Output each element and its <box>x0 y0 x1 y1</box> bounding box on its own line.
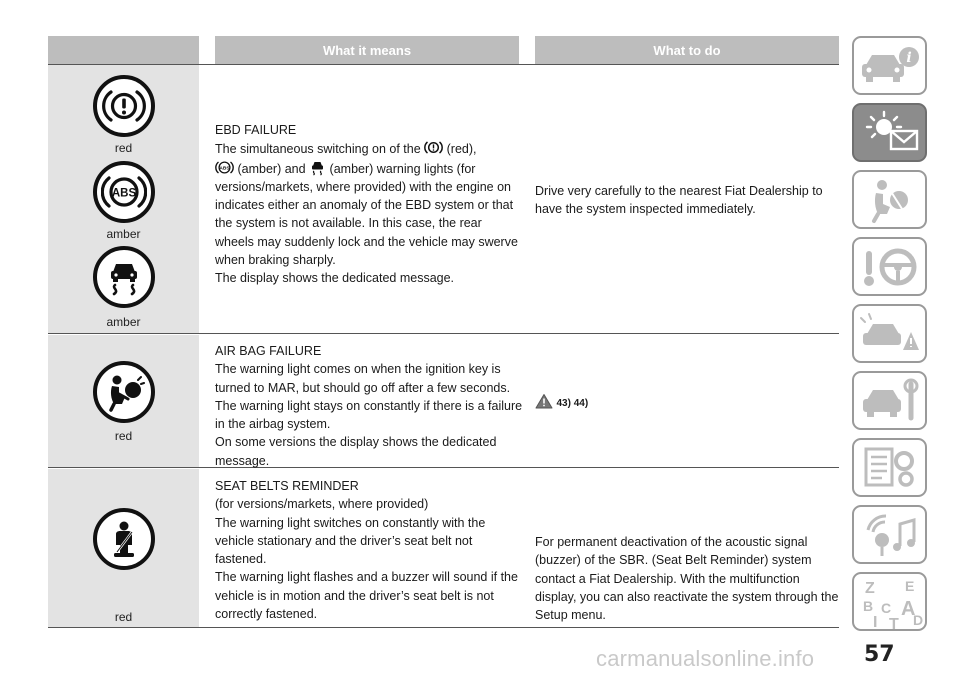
icon-cell <box>48 335 199 467</box>
safety-icon <box>860 176 920 224</box>
svg-text:ABS: ABS <box>219 165 230 171</box>
text-line: For permanent deactivation of the acoustic signal <box>535 535 808 549</box>
text-line: turned to MAR, but should go off after a few seconds. <box>215 380 511 395</box>
abs-icon <box>93 161 155 223</box>
tab-technical-data[interactable] <box>852 438 927 497</box>
text-line: Drive very carefully to the nearest Fiat Dealership to <box>535 184 823 198</box>
index-letter: A <box>900 597 915 620</box>
index-letter: B <box>862 597 873 614</box>
text-line: fastened. <box>215 552 267 567</box>
index-letter: E <box>904 577 914 594</box>
maintenance-icon <box>859 378 921 424</box>
multimedia-icon <box>860 512 920 558</box>
what-to-do-text <box>535 393 839 413</box>
airbag-icon <box>93 361 155 423</box>
index-icon <box>857 575 923 629</box>
text-line: correctly fastened. <box>215 607 318 622</box>
index-letter: D <box>912 611 923 628</box>
icon-cell <box>48 65 199 333</box>
text-line: vehicle stationary and the driver’s seat belt not <box>215 533 473 548</box>
car-info-icon <box>858 43 922 89</box>
lamp-color-label: red <box>114 141 133 155</box>
text-line: indicates either an anomaly of the EBD system or that <box>215 198 514 213</box>
svg-text:ABS: ABS <box>111 187 137 200</box>
table-row-airbag-failure <box>48 335 839 468</box>
text-line: The warning light switches on constantly with the <box>215 515 486 530</box>
text-fragment: (amber) and <box>237 161 306 176</box>
text-line: message. <box>215 453 270 468</box>
watermark: carmanualsonline.info <box>596 646 815 671</box>
what-it-means-text <box>215 477 525 623</box>
tab-multimedia[interactable] <box>852 505 927 564</box>
header-icon-column <box>48 36 199 64</box>
text-line <box>215 159 525 178</box>
tab-starting-driving[interactable] <box>852 237 927 296</box>
technical-data-icon <box>860 445 920 491</box>
note-references: 43) 44) <box>556 398 589 409</box>
text-fragment: (amber) warning lights (for <box>329 161 476 176</box>
text-line: have the system inspected immediately. <box>535 202 756 217</box>
text-fragment: (red), <box>446 142 477 157</box>
emergency-icon <box>859 310 921 358</box>
text-line: wheels may suddenly lock and the vehicle may swerve <box>215 234 518 249</box>
abs-icon <box>215 159 234 176</box>
header-what-it-means: What it means <box>215 36 519 64</box>
seatbelt-icon <box>93 508 155 570</box>
text-line: contact a Fiat Dealership. With the multifunction <box>535 571 800 586</box>
lamp-color-label: red <box>114 429 133 443</box>
index-letter: Z <box>864 579 875 597</box>
svg-text:i: i <box>905 49 912 66</box>
tab-safety[interactable] <box>852 170 927 229</box>
warning-title: EBD FAILURE <box>215 123 297 137</box>
what-it-means-text <box>215 342 525 470</box>
index-letter: I <box>872 613 877 629</box>
text-line: The warning light flashes and a buzzer will sound if the <box>215 570 518 585</box>
what-to-do-text <box>535 533 839 624</box>
text-line: Setup menu. <box>535 608 606 623</box>
text-line: when braking sharply. <box>215 253 336 268</box>
icon-cell <box>48 469 199 627</box>
index-letter: T <box>888 615 899 629</box>
tab-index[interactable] <box>852 572 927 631</box>
text-line <box>215 139 525 158</box>
lamp-color-label: red <box>114 610 133 624</box>
caution-triangle-icon <box>535 393 553 409</box>
tab-emergency[interactable] <box>852 304 927 363</box>
tab-warning-lights[interactable] <box>852 103 927 162</box>
page-number: 57 <box>864 642 895 667</box>
skid-car-icon <box>309 159 326 176</box>
table-row-ebd-failure <box>48 65 839 334</box>
text-line: vehicle is in motion and the driver’s seat belt is not <box>215 588 494 603</box>
skid-car-icon <box>93 246 155 308</box>
starting-driving-icon <box>860 243 920 291</box>
brake-warning-icon <box>424 139 443 156</box>
text-line: in the airbag system. <box>215 417 331 432</box>
text-fragment: The simultaneous switching on of the <box>215 142 421 157</box>
what-it-means-text <box>215 121 525 288</box>
table-row-seat-belt-reminder <box>48 469 839 628</box>
text-line: The warning light stays on constantly if there is a failure <box>215 398 523 413</box>
text-line: On some versions the display shows the dedicated <box>215 435 497 450</box>
lamp-color-label: amber <box>106 227 141 241</box>
text-line: display, you can also reactivate the system through the <box>535 589 839 604</box>
text-line: versions/markets, where provided) with the engine on <box>215 179 511 194</box>
text-line: The display shows the dedicated message. <box>215 271 455 286</box>
text-line: the system is not available. In this case, the rear <box>215 216 482 231</box>
lamp-color-label: amber <box>106 315 141 329</box>
warning-title: AIR BAG FAILURE <box>215 344 322 358</box>
tab-maintenance[interactable] <box>852 371 927 430</box>
index-letter: C <box>880 599 891 616</box>
what-to-do-text <box>535 182 839 219</box>
warning-title: SEAT BELTS REMINDER <box>215 479 359 493</box>
text-line: The warning light comes on when the ignition key is <box>215 362 501 377</box>
brake-warning-icon <box>93 75 155 137</box>
tab-car-info[interactable] <box>852 36 927 95</box>
header-what-to-do: What to do <box>535 36 839 64</box>
text-line: (buzzer) of the SBR. (Seat Belt Reminder) system <box>535 553 812 568</box>
text-line: (for versions/markets, where provided) <box>215 497 429 512</box>
warning-lights-icon <box>858 109 922 157</box>
